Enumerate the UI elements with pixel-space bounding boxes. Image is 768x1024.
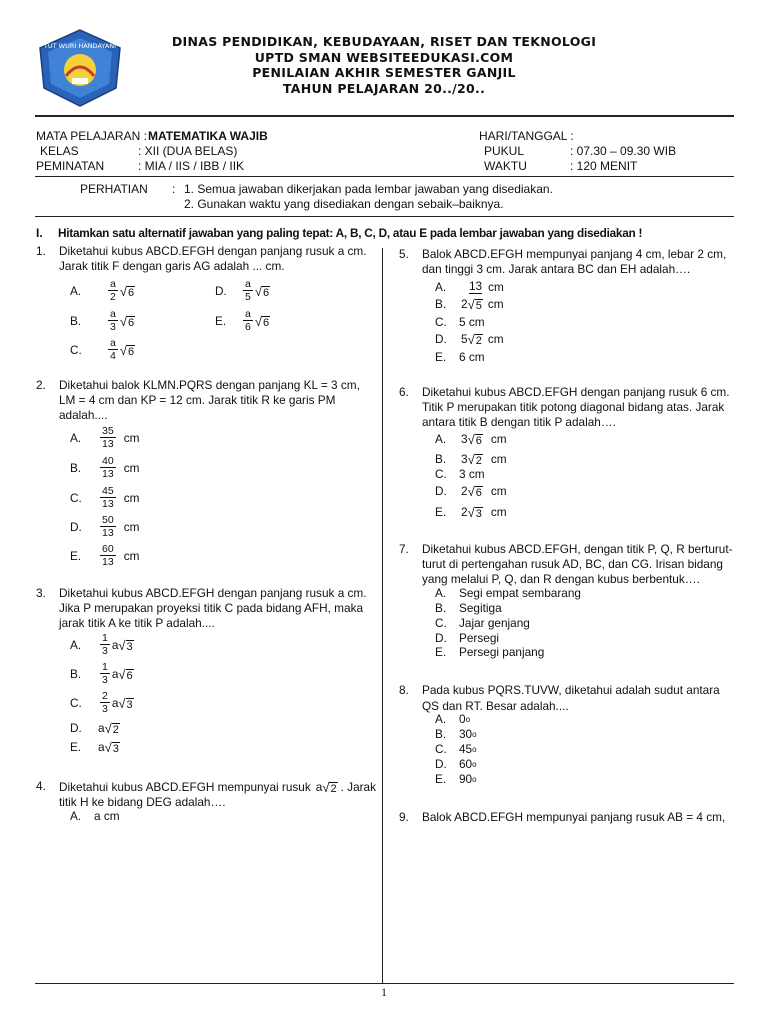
- q1-option-e[interactable]: E. $\frac{a}{6}$ √ 6: [215, 308, 270, 333]
- q7-number: 7.: [399, 542, 409, 556]
- header-line-3: PENILAIAN AKHIR SEMESTER GANJIL: [252, 65, 516, 80]
- q8-option-a[interactable]: A. 0 o: [435, 712, 471, 726]
- perhatian-rule: [35, 216, 734, 217]
- q2-option-b[interactable]: B. $\frac{40}{13}$ cm: [70, 455, 140, 480]
- q2-line-3: adalah....: [59, 408, 108, 422]
- q2-option-d[interactable]: D. $\frac{50}{13}$ cm: [70, 514, 140, 539]
- waktu-label: WAKTU: [484, 159, 527, 173]
- q8-option-b[interactable]: B. 30 o: [435, 727, 477, 741]
- q2-number: 2.: [36, 378, 46, 392]
- mapel-value: MATEMATIKA WAJIB: [148, 129, 268, 143]
- q1-number: 1.: [36, 244, 46, 258]
- q5-option-c[interactable]: C. 5 cm: [435, 315, 485, 329]
- q8-option-e[interactable]: E. 90 o: [435, 772, 477, 786]
- q1-option-c[interactable]: C. $\frac{a}{4}$ √ 6: [70, 337, 135, 362]
- q1-option-d[interactable]: D. $\frac{a}{5}$ √ 6: [215, 278, 270, 303]
- perhatian-item-1: 1. Semua jawaban dikerjakan pada lembar jawaban yang disediakan.: [184, 182, 553, 196]
- q3-option-b[interactable]: B. $\frac{1}{3}$ a √ 6: [70, 661, 133, 686]
- q1-line-1: Diketahui kubus ABCD.EFGH dengan panjang rusuk a cm.: [59, 244, 367, 258]
- waktu-value: : 120 MENIT: [570, 159, 638, 173]
- q8-number: 8.: [399, 683, 409, 697]
- q9-number: 9.: [399, 810, 409, 824]
- q3-option-d[interactable]: D. a √ 2: [70, 721, 119, 736]
- q6-option-e[interactable]: E. 2 √ 3 cm: [435, 505, 507, 520]
- q5-option-e[interactable]: E. 6 cm: [435, 350, 485, 364]
- q9-line-1: Balok ABCD.EFGH mempunyai panjang rusuk AB = 4 cm,: [422, 810, 726, 824]
- q1-option-a[interactable]: A. $\frac{a}{2}$ √ 6: [70, 278, 135, 303]
- q1-line-2: Jarak titik F dengan garis AG adalah ... cm.: [59, 259, 285, 273]
- q3-option-a[interactable]: A. $\frac{1}{3}$ a √ 3: [70, 632, 133, 657]
- q1-option-b[interactable]: B. $\frac{a}{3}$ √ 6: [70, 308, 135, 333]
- q5-number: 5.: [399, 247, 409, 261]
- q4-option-a[interactable]: A. a cm: [70, 809, 120, 823]
- kelas-value: : XII (DUA BELAS): [138, 144, 238, 158]
- q6-option-d[interactable]: D. 2 √ 6 cm: [435, 484, 507, 499]
- q7-option-b[interactable]: B. Segitiga: [435, 601, 502, 615]
- q2-option-a[interactable]: A. $\frac{35}{13}$ cm: [70, 425, 140, 450]
- header-line-2: UPTD SMAN WEBSITEEDUKASI.COM: [254, 50, 514, 65]
- q7-option-e[interactable]: E. Persegi panjang: [435, 645, 545, 659]
- info-rule: [35, 176, 734, 177]
- q3-option-e[interactable]: E. a √ 3: [70, 740, 119, 755]
- q3-line-1: Diketahui kubus ABCD.EFGH dengan panjang rusuk a cm.: [59, 586, 367, 600]
- hari-label: HARI/TANGGAL :: [479, 129, 574, 143]
- q5-line-1: Balok ABCD.EFGH mempunyai panjang 4 cm, lebar 2 cm,: [422, 247, 727, 261]
- peminatan-label: PEMINATAN: [36, 159, 105, 173]
- q3-line-3: jarak titik A ke titik P adalah....: [59, 616, 215, 630]
- q8-line-1: Pada kubus PQRS.TUVW, diketahui adalah sudut antara: [422, 683, 720, 697]
- q4-number: 4.: [36, 779, 46, 793]
- q3-number: 3.: [36, 586, 46, 600]
- pukul-value: : 07.30 – 09.30 WIB: [570, 144, 677, 158]
- q6-option-b[interactable]: B. 3 √ 2 cm: [435, 452, 507, 467]
- q4-line-1: Diketahui kubus ABCD.EFGH mempunyai rusuk a √ 2 . Jarak: [59, 780, 377, 795]
- q6-line-2: Titik P merupakan titik potong diagonal bidang atas. Jarak: [422, 400, 725, 414]
- column-divider: [382, 248, 383, 984]
- q8-option-d[interactable]: D. 60 o: [435, 757, 477, 771]
- logo-text: TUT WURI HANDAYANI: [43, 42, 117, 50]
- q4-line-2: titik H ke bidang DEG adalah….: [59, 795, 226, 809]
- q3-line-2: Jika P merupakan proyeksi titik C pada bidang AFH, maka: [59, 601, 364, 615]
- perhatian-label: PERHATIAN: [80, 182, 148, 196]
- perhatian-colon: :: [172, 182, 176, 196]
- q7-line-2: turut di pertengahan rusuk AD, BC, dan CG. Irisan bidang: [422, 557, 723, 571]
- kelas-label: KELAS: [40, 144, 79, 158]
- q7-option-a[interactable]: A. Segi empat sembarang: [435, 586, 581, 600]
- q8-option-c[interactable]: C. 45 o: [435, 742, 477, 756]
- q8-line-2: QS dan RT. Besar adalah....: [422, 699, 569, 713]
- q7-option-c[interactable]: C. Jajar genjang: [435, 616, 530, 630]
- pukul-label: PUKUL: [484, 144, 525, 158]
- q7-line-3: yang melalui P, Q, dan R dengan kubus berbentuk….: [422, 572, 700, 586]
- q2-line-2: LM = 4 cm dan KP = 12 cm. Jarak titik R ke garis PM: [59, 393, 336, 407]
- q6-line-3: antara titik B dengan titik P adalah….: [422, 415, 616, 429]
- header-rule: [35, 115, 734, 117]
- header-line-1: DINAS PENDIDIKAN, KEBUDAYAAN, RISET DAN TEKNOLOGI: [171, 34, 597, 49]
- q6-option-a[interactable]: A. 3 √ 6 cm: [435, 432, 507, 447]
- mapel-label: MATA PELAJARAN :: [36, 129, 147, 143]
- q2-line-1: Diketahui balok KLMN.PQRS dengan panjang KL = 3 cm,: [59, 378, 360, 392]
- q5-option-b[interactable]: B. 2 √ 5 cm: [435, 297, 504, 312]
- q6-line-1: Diketahui kubus ABCD.EFGH dengan panjang rusuk 6 cm.: [422, 385, 730, 399]
- q5-option-a[interactable]: A. 13 cm: [435, 279, 504, 294]
- q7-option-d[interactable]: D. Persegi: [435, 631, 499, 645]
- q2-option-e[interactable]: E. $\frac{60}{13}$ cm: [70, 543, 140, 568]
- q2-option-c[interactable]: C. $\frac{45}{13}$ cm: [70, 485, 140, 510]
- footer-rule: [35, 983, 734, 984]
- section-title: Hitamkan satu alternatif jawaban yang paling tepat: A, B, C, D, atau E pada lembar jawaban yang disediakan !: [58, 226, 643, 240]
- q6-number: 6.: [399, 385, 409, 399]
- q5-option-d[interactable]: D. 5 √ 2 cm: [435, 332, 504, 347]
- perhatian-item-2: 2. Gunakan waktu yang disediakan dengan sebaik–baiknya.: [184, 197, 504, 211]
- q3-option-c[interactable]: C. $\frac{2}{3}$ a √ 3: [70, 690, 133, 715]
- header-line-4: TAHUN PELAJARAN 20../20..: [282, 81, 486, 96]
- q5-line-2: dan tinggi 3 cm. Jarak antara BC dan EH adalah….: [422, 262, 691, 276]
- peminatan-value: : MIA / IIS / IBB / IIK: [138, 159, 245, 173]
- q7-line-1: Diketahui kubus ABCD.EFGH, dengan titik P, Q, R berturut-: [422, 542, 733, 556]
- q6-option-c[interactable]: C. 3 cm: [435, 467, 485, 481]
- section-number: I.: [36, 226, 43, 240]
- page-number: 1: [381, 985, 387, 999]
